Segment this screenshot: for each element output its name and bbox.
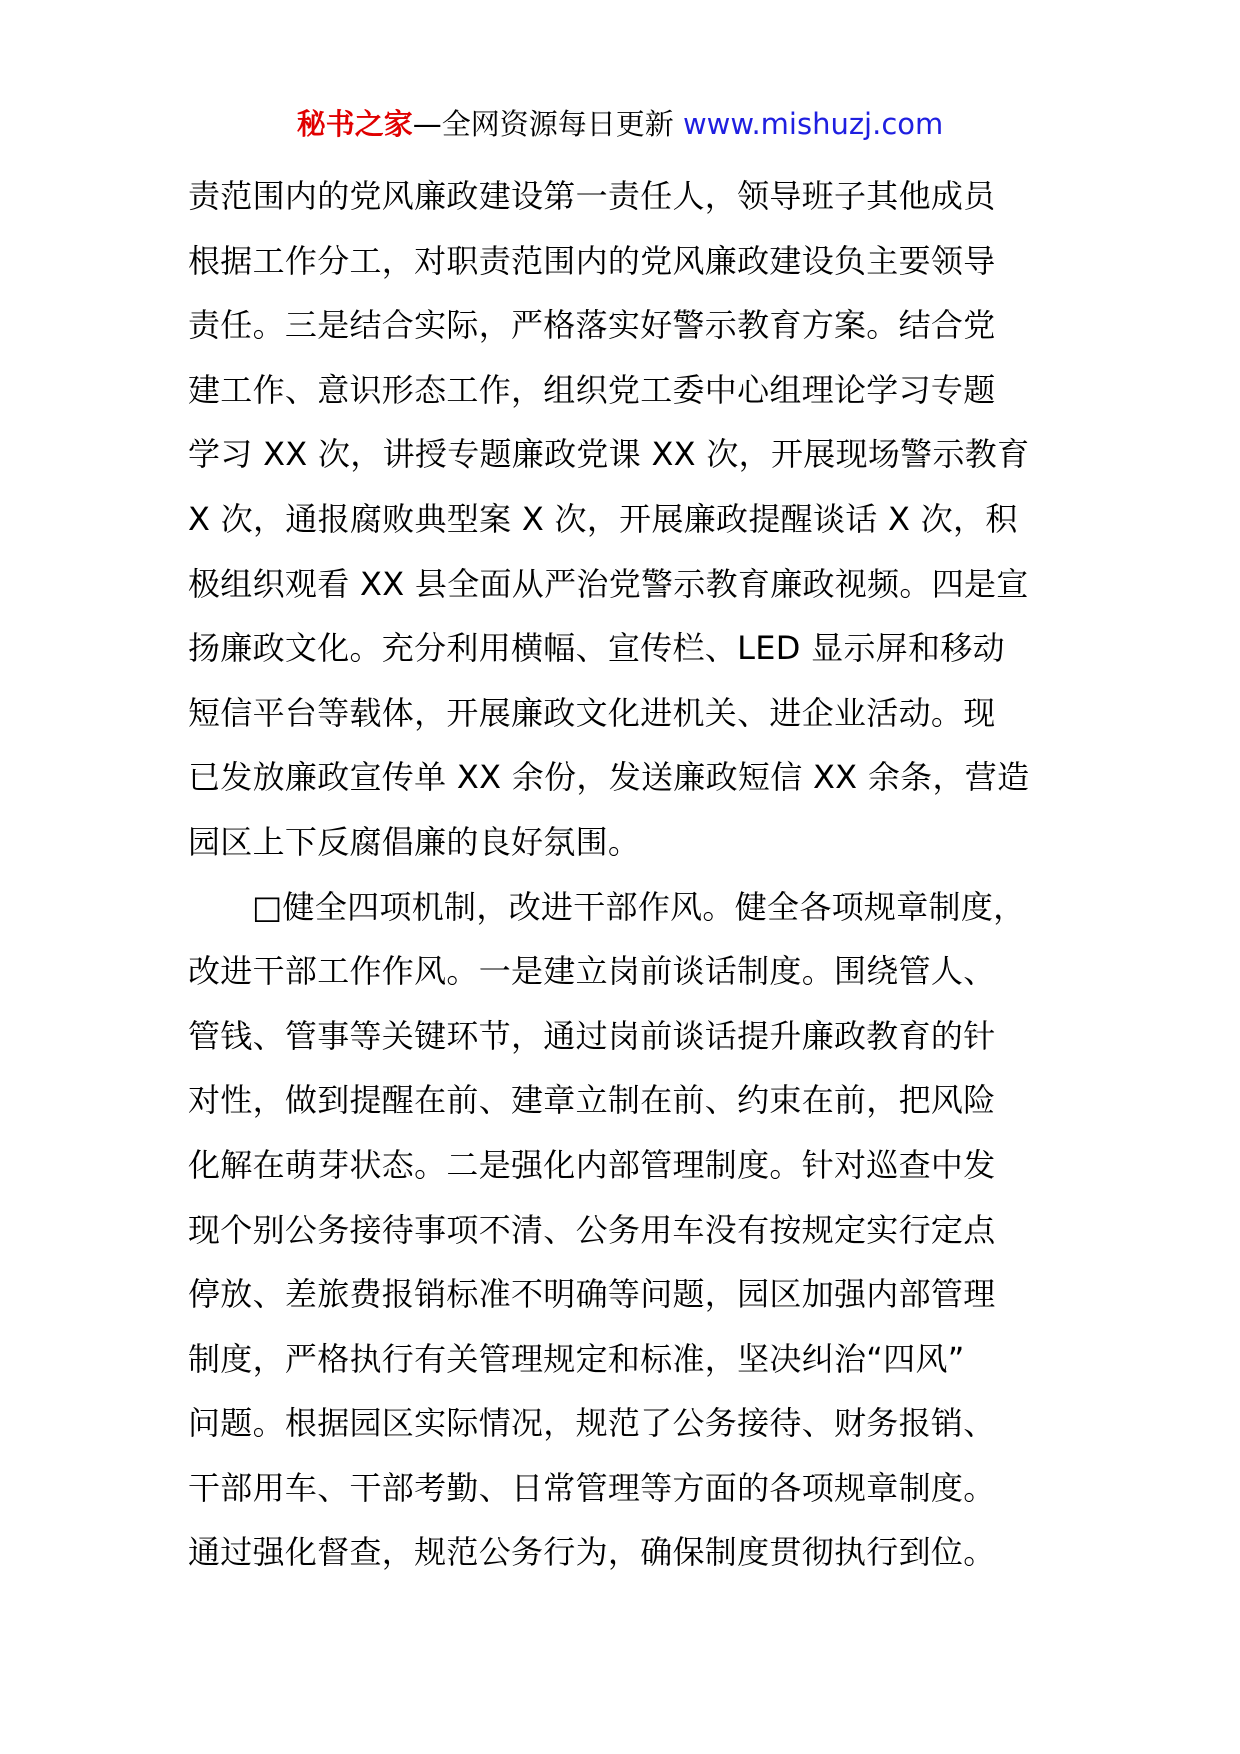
document-body [188,164,1058,1585]
text-line: 问题。根据园区实际情况，规范了公务接待、财务报销、 [188,1404,996,1443]
text-line: 建工作、意识形态工作，组织党工委中心组理论学习专题 [188,370,996,409]
header-tagline: —全网资源每日更新 [412,107,683,141]
site-url-link[interactable]: www.mishuzj.com [682,107,944,141]
page-header [0,104,1240,144]
text-line: 通过强化督查，规范公务行为，确保制度贯彻执行到位。 [188,1533,996,1572]
text-line: 已发放廉政宣传单 XX 余份，发送廉政短信 XX 余条，营造 [188,758,1030,797]
text-line-indented: □健全四项机制，改进干部作风。健全各项规章制度， [252,887,1026,926]
text-line: 责范围内的党风廉政建设第一责任人，领导班子其他成员 [188,177,996,215]
text-line: X 次，通报腐败典型案 X 次，开展廉政提醒谈话 X 次，积 [188,499,1018,538]
text-line: 扬廉政文化。充分利用横幅、宣传栏、LED 显示屏和移动 [188,629,1005,668]
text-line: 学习 XX 次，讲授专题廉政党课 XX 次，开展现场警示教育 [188,435,1030,474]
paragraph-warning-education [188,164,1058,875]
text-line: 对性，做到提醒在前、建章立制在前、约束在前，把风险 [188,1081,996,1120]
text-line: 现个别公务接待事项不清、公务用车没有按规定实行定点 [188,1210,996,1249]
text-line: 根据工作分工，对职责范围内的党风廉政建设负主要领导 [188,241,996,280]
paragraph-four-mechanisms [188,875,1058,1586]
text-line: 化解在萌芽状态。二是强化内部管理制度。针对巡查中发 [188,1145,996,1184]
text-line: 园区上下反腐倡廉的良好氛围。 [188,822,641,861]
text-line: 制度，严格执行有关管理规定和标准，坚决纠治“四风” [188,1339,965,1378]
text-line: 改进干部工作作风。一是建立岗前谈话制度。围绕管人、 [188,952,996,991]
text-line: 责任。三是结合实际，严格落实好警示教育方案。结合党 [188,306,996,345]
brand-name: 秘书之家 [296,107,413,141]
text-line: 管钱、管事等关键环节，通过岗前谈话提升廉政教育的针 [188,1016,996,1055]
text-line: 干部用车、干部考勤、日常管理等方面的各项规章制度。 [188,1468,996,1507]
text-line: 短信平台等载体，开展廉政文化进机关、进企业活动。现 [188,693,996,732]
text-line: 停放、差旅费报销标准不明确等问题，园区加强内部管理 [188,1275,996,1314]
text-line: 极组织观看 XX 县全面从严治党警示教育廉政视频。四是宣 [188,564,1029,603]
